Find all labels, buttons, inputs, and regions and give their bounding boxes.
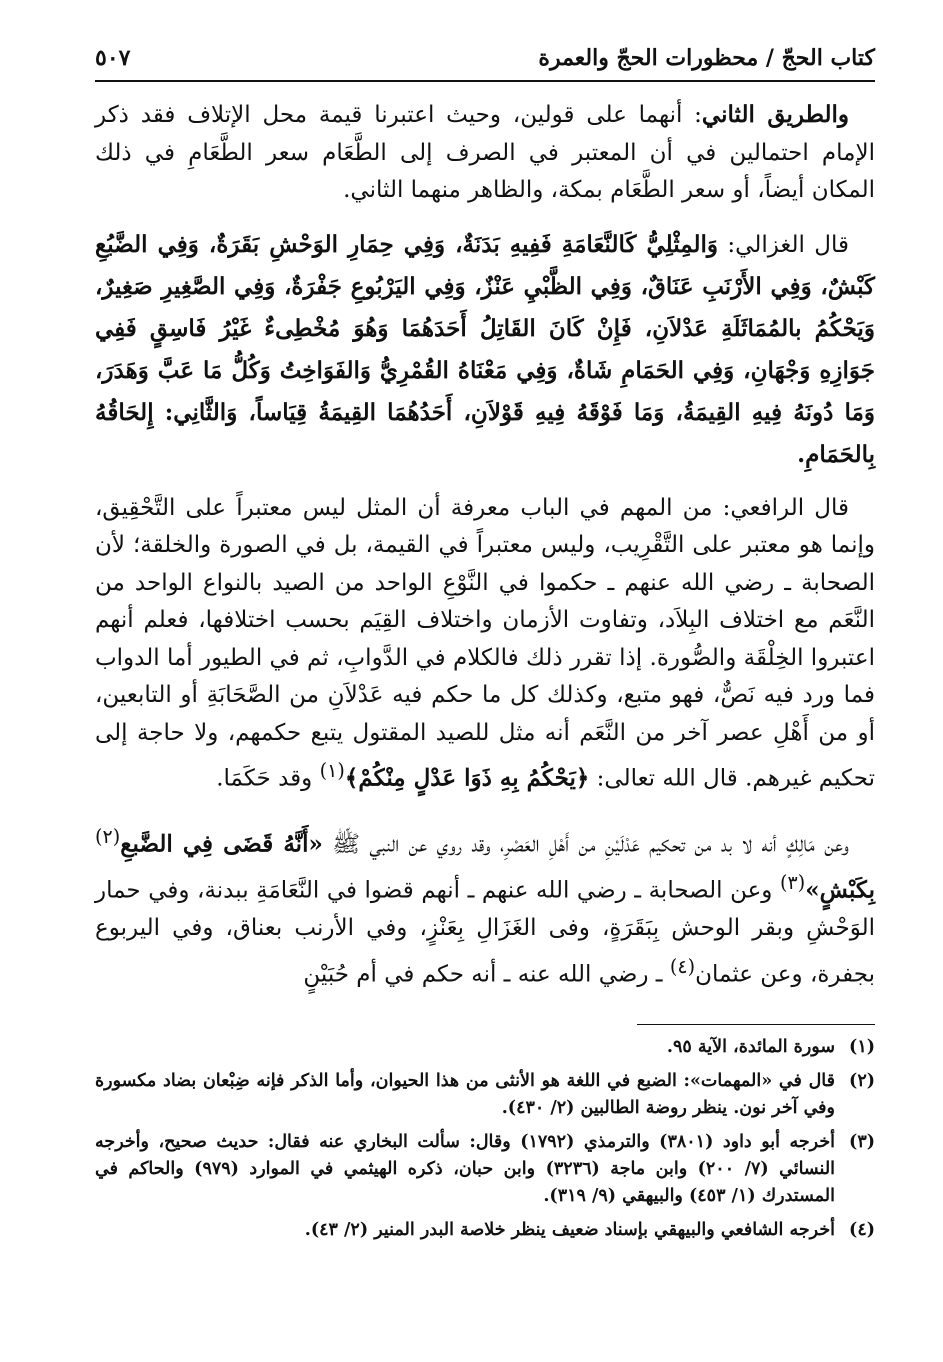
paragraph-text-end: وقد حَكَمَا. [216,765,320,792]
footnotes [95,1034,875,1251]
footnote-divider [637,1024,875,1025]
page-number: ٥٠٧ [95,45,131,71]
paragraph-text-middle: وعن الصحابة ـ رضي الله عنهم ـ أنهم قضوا في النَّعَامَةِ ببدنة، وفي حمار الوَحْشِ وبقر الوحش بِبَقَرَةٍ، وفى الغَزَالِ بِعَنْزٍ، وفي الأرنب بعناق، وفي اليربوع بجفرة، وعن عثمان [95,877,875,988]
footnote-text: أخرجه أبو داود (٣٨٠١) والترمذي (١٧٩٢) وقال: سألت البخاري عنه فقال: حديث صحيح، وأخرجه النسائي (٧/ ٢٠٠) وابن ماجة (٣٢٣٦) وابن حبان، ذكره الهيثمي في الموارد (٩٧٩) والحاكم في المستدرك (١/ ٤٥٣) والبيهقي (٩/ ٣١٩). [95,1132,836,1206]
paragraph-text: قال الرافعي: من المهم في الباب معرفة أن المثل ليس معتبراً على التَّحْقِيق، وإنما هو معتبر على التَّقْرِيب، وليس معتبراً في القيمة، بل في الصورة والخلقة؛ لأن الصحابة ـ رضي الله عنهم ـ حكموا في النَّوْعِ الواحد من الصيد بالنواع الواحد من النَّعَم مع اختلاف البِلاَد، وتفاوت الأزمان واختلاف القِيَم بحسب اختلافها، فعلم أنهم اعتبروا الخِلْقَة والصُّورة. إذا تقرر ذلك فالكلام في الدَّوابِ، ثم في الطيور أما الدواب فما ورد فيه نَصٌّ، فهو متبع، وكذلك كل ما حكم فيه عَدْلاَنِ من الصَّحَابَةِ أو التابعين، أو من أَهْلِ عصر آخر من النَّعَم أنه مثل للصيد المقتول يتبع حكمهم، ولا حاجة إلى تحكيم غيرهم. قال الله تعالى: [95,494,875,792]
footnote-number: (٢) [849,1071,875,1091]
footnote [95,1129,875,1210]
page-header [95,36,875,82]
footnote-ref-3: (٣) [779,871,806,895]
quran-quote: ﴿يَحْكُمُ بِهِ ذَوَا عَدْلٍ مِنْكُمْ﴾ [344,764,590,792]
footnote-number: (٤) [849,1220,875,1240]
running-title: كتاب الحجّ / محظورات الحجّ والعمرة [538,45,875,71]
footnote-ref-1: (١) [319,759,345,782]
paragraph-text: وعن مَالِكٍ أنه لا بد من تحكيم عَدْلَيْنِ من أَهْلِ العَصْرِ، وقد روي عن النبي ﷺ [322,831,849,858]
hadith-quote-end: بِكَبْشٍ» [805,876,875,904]
paragraph-malik [95,818,875,994]
ghazali-text: وَالمِثْلِيُّ كَالنَّعَامَةِ فَفِيهِ بَدَنَةٌ، وَفِي حِمَارِ الوَحْشِ بَقَرَةٌ، وَفِي الضَّبُعِ كَبْشٌ، وَفِي الأَرْنَبِ عَنَاقٌ، وَفِي الظَّبْيِ عَنْزٌ، وَفِي اليَرْبُوعِ جَفْرَةٌ، وَفِي الصَّغِيرِ صَغِيرٌ، وَيَحْكُمُ بالمُمَاثَلَةِ عَدْلاَنِ، فَإِنْ كَانَ القَاتِلُ أَحَدَهُمَا وَهُوَ مُخْطِىءٌ غَيْرُ فَاسِقٍ فَفِي جَوَازِهِ وَجْهَانِ، وَفِي الحَمَامِ شَاةٌ، وَفِي مَعْنَاهُ القُمْرِيُّ وَالفَوَاخِتُ وَكُلُّ مَا عَبَّ وَهَدَرَ، وَمَا دُونَهُ فِيهِ القِيمَةُ، وَمَا فَوْقَهُ فِيهِ قَوْلاَنِ، أَحَدُهُمَا القِيمَةُ قِيَاساً، وَالثَّانِي: إِلحَاقُهُ بِالحَمَامِ. [95,230,875,468]
footnote [95,1068,875,1122]
footnote-number: (٣) [849,1132,875,1152]
footnote [95,1217,875,1244]
footnote-ref-2: (٢) [95,825,121,849]
main-text [95,96,875,1008]
paragraph-ghazali [95,224,875,476]
paragraph-rafii [95,490,875,799]
footnote [95,1034,875,1061]
footnote-text: سورة المائدة، الآية ٩٥. [666,1037,835,1057]
hadith-quote: «أَنَّهُ قَضَى فِي الضَّبعِ [120,830,323,858]
footnote-ref-4: (٤) [669,954,696,978]
paragraph-lead: قال الغزالي: [718,231,849,258]
paragraph-lead: والطريق الثاني [701,101,849,128]
paragraph-text-end: ـ رضي الله عنه ـ أنه حكم في أم حُبَيْنٍ [303,961,670,988]
paragraph-text: : أنهما على قولين، وحيث اعتبرنا قيمة محل الإتلاف فقد ذكر الإمام احتمالين في أن المعتبر في الصرف إلى الطَّعَام سعر الطَّعَامِ في ذلك المكان أيضاً، أو سعر الطَّعَام بمكة، والظاهر منهما الثاني. [95,102,875,203]
footnote-text: أخرجه الشافعي والبيهقي بإسناد ضعيف ينظر خلاصة البدر المنير (٢/ ٤٣). [304,1220,835,1240]
footnote-number: (١) [849,1037,875,1057]
footnote-text: قال في «المهمات»: الضبع في اللغة هو الأنثى من هذا الحيوان، وأما الذكر فإنه ضِبْعان بضاد مكسورة وفي آخر نون. ينظر روضة الطالبين (٢/ ٤٣٠). [95,1071,835,1118]
paragraph-second-method [95,96,875,210]
